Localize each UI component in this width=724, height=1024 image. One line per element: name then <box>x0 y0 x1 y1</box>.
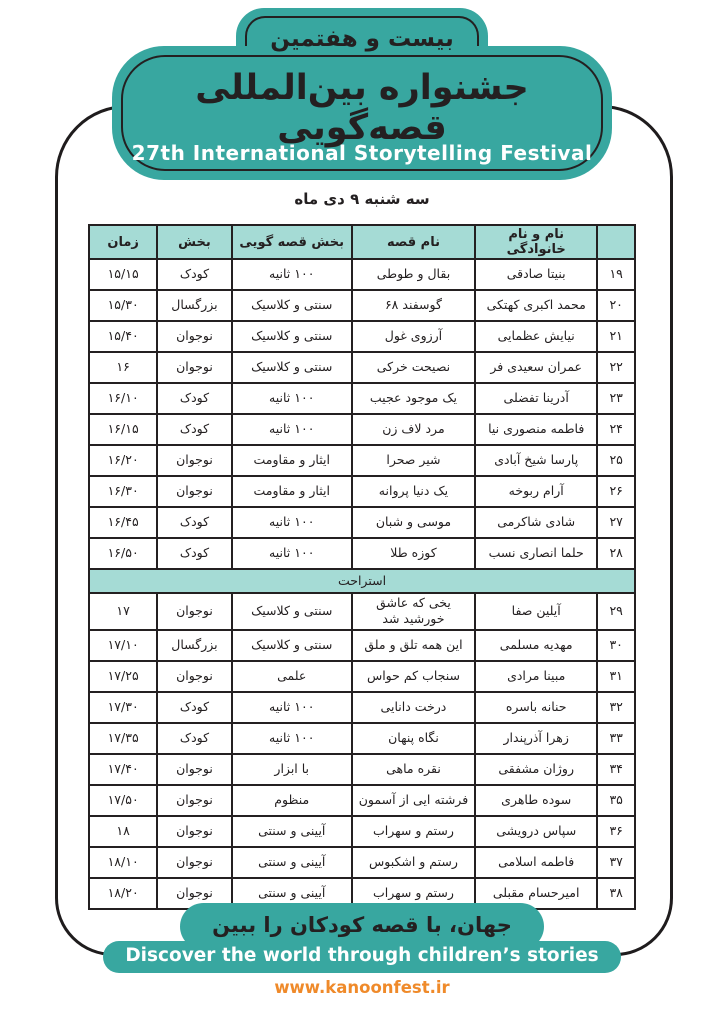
table-row <box>89 593 635 630</box>
cell-genre: آیینی و سنتی <box>232 816 352 847</box>
cell-genre: سنتی و کلاسیک <box>232 290 352 321</box>
cell-section: نوجوان <box>157 593 231 630</box>
cell-genre: ۱۰۰ ثانیه <box>232 259 352 290</box>
cell-name: محمد اکبری کهتکی <box>475 290 597 321</box>
cell-story: کوزه طلا <box>352 538 475 569</box>
festival-title-en: 27th International Storytelling Festival <box>131 141 593 165</box>
cell-story: درخت دانایی <box>352 692 475 723</box>
cell-number: ۳۸ <box>597 878 635 909</box>
cell-genre: ۱۰۰ ثانیه <box>232 692 352 723</box>
cell-story: این همه تلق و ملق <box>352 630 475 661</box>
cell-time: ۱۷/۴۰ <box>89 754 157 785</box>
cell-section: کودک <box>157 259 231 290</box>
cell-name: امیرحسام مقبلی <box>475 878 597 909</box>
cell-number: ۳۷ <box>597 847 635 878</box>
cell-section: نوجوان <box>157 847 231 878</box>
website-link[interactable]: www.kanoonfest.ir <box>274 978 450 997</box>
cell-name: سوده طاهری <box>475 785 597 816</box>
cell-time: ۱۷ <box>89 593 157 630</box>
cell-genre: ۱۰۰ ثانیه <box>232 723 352 754</box>
col-header-story: نام قصه <box>352 225 475 259</box>
cell-story: رستم و سهراب <box>352 878 475 909</box>
schedule-date: سه شنبه ۹ دی ماه <box>294 190 430 208</box>
cell-name: مبینا مرادی <box>475 661 597 692</box>
cell-story: نصیحت خرکی <box>352 352 475 383</box>
cell-time: ۱۶/۱۵ <box>89 414 157 445</box>
cell-name: فاطمه منصوری نیا <box>475 414 597 445</box>
cell-name: شادی شاکرمی <box>475 507 597 538</box>
cell-section: کودک <box>157 538 231 569</box>
cell-genre: علمی <box>232 661 352 692</box>
footer-slogan-fa: جهان، با قصه کودکان را ببین <box>180 903 544 950</box>
cell-time: ۱۶/۴۵ <box>89 507 157 538</box>
cell-name: سپاس درویشی <box>475 816 597 847</box>
cell-section: کودک <box>157 507 231 538</box>
cell-genre: سنتی و کلاسیک <box>232 321 352 352</box>
festival-badge <box>112 8 612 180</box>
table-row <box>89 259 635 290</box>
cell-name: نیایش عظمایی <box>475 321 597 352</box>
cell-time: ۱۷/۵۰ <box>89 785 157 816</box>
cell-time: ۱۶/۲۰ <box>89 445 157 476</box>
table-row <box>89 321 635 352</box>
cell-time: ۱۷/۳۰ <box>89 692 157 723</box>
cell-genre: ایثار و مقاومت <box>232 445 352 476</box>
table-row <box>89 290 635 321</box>
cell-time: ۱۶ <box>89 352 157 383</box>
table-row <box>89 754 635 785</box>
cell-name: فاطمه اسلامی <box>475 847 597 878</box>
cell-story: نقره ماهی <box>352 754 475 785</box>
cell-story: آرزوی غول <box>352 321 475 352</box>
cell-time: ۱۶/۳۰ <box>89 476 157 507</box>
table-row <box>89 847 635 878</box>
cell-number: ۲۸ <box>597 538 635 569</box>
break-row <box>89 569 635 593</box>
cell-genre: منظوم <box>232 785 352 816</box>
col-header-section: بخش <box>157 225 231 259</box>
cell-section: نوجوان <box>157 785 231 816</box>
cell-time: ۱۵/۳۰ <box>89 290 157 321</box>
cell-story: فرشته ایی از آسمون <box>352 785 475 816</box>
cell-section: نوجوان <box>157 661 231 692</box>
table-row <box>89 816 635 847</box>
cell-name: روژان مشفقی <box>475 754 597 785</box>
cell-section: نوجوان <box>157 352 231 383</box>
cell-number: ۳۵ <box>597 785 635 816</box>
cell-story: بقال و طوطی <box>352 259 475 290</box>
cell-genre: سنتی و کلاسیک <box>232 352 352 383</box>
cell-genre: آیینی و سنتی <box>232 878 352 909</box>
cell-section: نوجوان <box>157 321 231 352</box>
cell-story: یک دنیا پروانه <box>352 476 475 507</box>
break-label: استراحت <box>89 569 635 593</box>
cell-time: ۱۵/۴۰ <box>89 321 157 352</box>
cell-number: ۳۰ <box>597 630 635 661</box>
cell-story: سنجاب کم حواس <box>352 661 475 692</box>
cell-story: موسی و شبان <box>352 507 475 538</box>
table-row <box>89 414 635 445</box>
cell-time: ۱۷/۱۰ <box>89 630 157 661</box>
table-row <box>89 692 635 723</box>
cell-number: ۱۹ <box>597 259 635 290</box>
cell-story: شیر صحرا <box>352 445 475 476</box>
cell-genre: ایثار و مقاومت <box>232 476 352 507</box>
cell-number: ۲۲ <box>597 352 635 383</box>
cell-story: رستم و سهراب <box>352 816 475 847</box>
cell-genre: ۱۰۰ ثانیه <box>232 507 352 538</box>
cell-genre: ۱۰۰ ثانیه <box>232 538 352 569</box>
cell-name: حنانه باسره <box>475 692 597 723</box>
cell-time: ۱۵/۱۵ <box>89 259 157 290</box>
cell-section: بزرگسال <box>157 290 231 321</box>
cell-story: یخی که عاشق خورشید شد <box>352 593 475 630</box>
cell-time: ۱۷/۳۵ <box>89 723 157 754</box>
col-header-time: زمان <box>89 225 157 259</box>
cell-name: آیلین صفا <box>475 593 597 630</box>
cell-section: بزرگسال <box>157 630 231 661</box>
table-row <box>89 661 635 692</box>
cell-number: ۳۶ <box>597 816 635 847</box>
cell-section: کودک <box>157 723 231 754</box>
cell-time: ۱۶/۵۰ <box>89 538 157 569</box>
festival-title-fa: جشنواره بین‌المللی قصه‌گویی <box>195 68 529 148</box>
cell-genre: با ابزار <box>232 754 352 785</box>
cell-genre: ۱۰۰ ثانیه <box>232 383 352 414</box>
cell-section: نوجوان <box>157 816 231 847</box>
cell-name: آرام ربوخه <box>475 476 597 507</box>
cell-genre: ۱۰۰ ثانیه <box>232 414 352 445</box>
cell-number: ۲۰ <box>597 290 635 321</box>
cell-section: کودک <box>157 692 231 723</box>
table-row <box>89 785 635 816</box>
cell-number: ۲۵ <box>597 445 635 476</box>
cell-story: رستم و اشکبوس <box>352 847 475 878</box>
cell-number: ۲۶ <box>597 476 635 507</box>
cell-name: پارسا شیخ آبادی <box>475 445 597 476</box>
cell-number: ۳۴ <box>597 754 635 785</box>
cell-name: حلما انصاری نسب <box>475 538 597 569</box>
table-body <box>89 259 635 909</box>
cell-name: بنیتا صادقی <box>475 259 597 290</box>
cell-genre: آیینی و سنتی <box>232 847 352 878</box>
cell-name: عمران سعیدی فر <box>475 352 597 383</box>
table-row <box>89 630 635 661</box>
cell-name: زهرا آذرپندار <box>475 723 597 754</box>
festival-edition-title: بیست و هفتمین <box>270 26 454 52</box>
cell-time: ۱۷/۲۵ <box>89 661 157 692</box>
schedule-table <box>88 224 636 910</box>
cell-time: ۱۸ <box>89 816 157 847</box>
cell-section: نوجوان <box>157 445 231 476</box>
cell-number: ۲۱ <box>597 321 635 352</box>
table-row <box>89 723 635 754</box>
table-header <box>89 225 635 259</box>
cell-number: ۳۳ <box>597 723 635 754</box>
cell-section: نوجوان <box>157 878 231 909</box>
cell-section: نوجوان <box>157 754 231 785</box>
table-row <box>89 352 635 383</box>
cell-number: ۳۱ <box>597 661 635 692</box>
cell-story: مرد لاف زن <box>352 414 475 445</box>
table-row <box>89 507 635 538</box>
footer-slogan-en: Discover the world through children’s stories <box>103 941 620 973</box>
table-row <box>89 476 635 507</box>
cell-story: نگاه پنهان <box>352 723 475 754</box>
cell-name: آدرینا تفضلی <box>475 383 597 414</box>
cell-story: گوسفند ۶۸ <box>352 290 475 321</box>
cell-number: ۲۷ <box>597 507 635 538</box>
cell-number: ۲۴ <box>597 414 635 445</box>
header-row <box>89 225 635 259</box>
table-row <box>89 445 635 476</box>
cell-story: یک موجود عجیب <box>352 383 475 414</box>
cell-section: کودک <box>157 383 231 414</box>
cell-time: ۱۸/۲۰ <box>89 878 157 909</box>
cell-name: مهدیه مسلمی <box>475 630 597 661</box>
cell-section: کودک <box>157 414 231 445</box>
table-row <box>89 383 635 414</box>
table-row <box>89 538 635 569</box>
col-header-name: نام و نام خانوادگی <box>475 225 597 259</box>
cell-number: ۲۹ <box>597 593 635 630</box>
cell-time: ۱۶/۱۰ <box>89 383 157 414</box>
footer <box>0 903 724 997</box>
col-header-genre: بخش قصه گویی <box>232 225 352 259</box>
cell-section: نوجوان <box>157 476 231 507</box>
cell-number: ۳۲ <box>597 692 635 723</box>
cell-time: ۱۸/۱۰ <box>89 847 157 878</box>
cell-genre: سنتی و کلاسیک <box>232 630 352 661</box>
cell-number: ۲۳ <box>597 383 635 414</box>
col-header-number <box>597 225 635 259</box>
cell-genre: سنتی و کلاسیک <box>232 593 352 630</box>
